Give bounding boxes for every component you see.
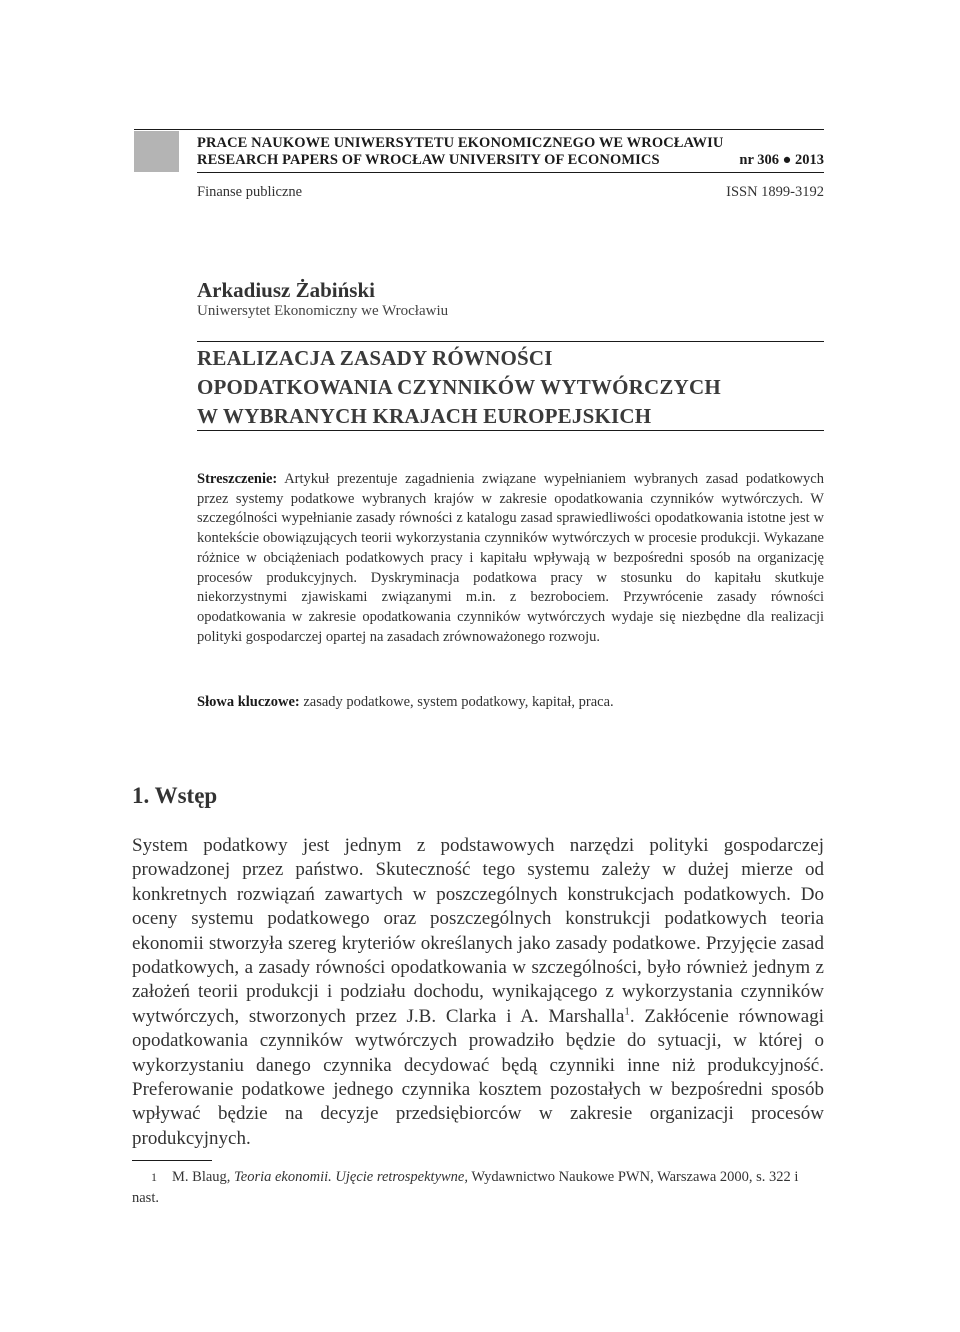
body-text-part: . Zakłócenie równowagi opodatkowania czynników wytwórczych prowadziło będzie do sytuacji, w której o wykorzystaniu danego czynnika decydować będą czynniki inne niż produkcyjność. Preferowanie podatkowe jednego czynnika kosztem pozostałych w bezpośredni sposób wpływać będzie na decyzje przedsiębiorców w zakresie organizacji procesów produkcyjnych. bbox=[132, 1005, 824, 1149]
title-line: OPODATKOWANIA CZYNNIKÓW WYTWÓRCZYCH bbox=[197, 375, 721, 399]
title-line: W WYBRANYCH KRAJACH EUROPEJSKICH bbox=[197, 404, 652, 428]
abstract-label: Streszczenie: bbox=[197, 471, 278, 487]
body-text-part: System podatkowy jest jednym z podstawowych narzędzi polityki gospodarczej prowadzonej przez państwo. Skuteczność tego systemu zależy w dużej mierze od konkretnych rozwiązań zawartych w poszczególnych konstrukcjach podatkowych. Do oceny systemu podatkowego oraz poszczególnych konstrukcji podatkowych teoria ekonomii stworzyła szereg kryteriów określanych jako zasady podatkowe. Przyjęcie zasad podatkowych, a zasady równości opodatkowania w szczególności, było również jednym z założeń teorii produkcji i podziału dochodu, wynikającego z wykorzystania czynników wytwórczych, stworzonych przez J.B. Clarka i A. Marshalla bbox=[132, 835, 824, 1027]
footnote-rest: Wydawnictwo Naukowe PWN, Warszawa 2000, s. 322 i nast. bbox=[132, 1169, 799, 1206]
abstract-text: Artykuł prezentuje zagadnienia związane wypełnianiem wybranych zasad podatkowych przez systemy podatkowe wybranych krajów w zakresie opodatkowania czynników wytwórczych. W szczególności wypełnianie zasady równości z katalogu zasad sprawiedliwości opodatkowania istotne jest w kontekście obowiązujących teorii wykorzystania czynników wytwórczych w procesie produkcji. Wykazane różnice w obciążeniach podatkowych pracy i kapitału wpływają w bezpośredni sposób na organizację procesów produkcyjnych. Dyskryminacja podatkowa pracy w stosunku do kapitału skutkuje niekorzystnymi zjawiskami związanymi m.in. z bezrobociem. Przywrócenie zasady równości opodatkowania w zakresie opodatkowania czynników wytwórczych wydaje się niezbędne dla realizacji polityki gospodarczej opartej na zasadach zrównoważonego rozwoju. bbox=[197, 471, 824, 645]
title-line: REALIZACJA ZASADY RÓWNOŚCI bbox=[197, 346, 553, 370]
keywords-label: Słowa kluczowe: bbox=[197, 694, 300, 710]
section-body bbox=[132, 834, 824, 1151]
author-name: Arkadiusz Żabiński bbox=[197, 278, 375, 302]
journal-name-en: RESEARCH PAPERS OF WROCŁAW UNIVERSITY OF ECONOMICS bbox=[197, 152, 660, 168]
footnote bbox=[132, 1167, 824, 1209]
journal-logo-box bbox=[134, 131, 179, 172]
title-bottom-rule bbox=[197, 430, 824, 431]
issue-number: nr 306 ● 2013 bbox=[739, 152, 824, 168]
keywords bbox=[197, 694, 824, 711]
series-name: Finanse publiczne bbox=[197, 184, 303, 200]
footnote-reference[interactable]: 1 bbox=[624, 1005, 630, 1018]
header-top-rule bbox=[134, 129, 824, 130]
author-affiliation: Uniwersytet Ekonomiczny we Wrocławiu bbox=[197, 303, 449, 319]
footnote-rule bbox=[132, 1160, 212, 1161]
section-heading: 1. Wstęp bbox=[132, 783, 218, 808]
keywords-text: zasady podatkowe, system podatkowy, kapitał, praca. bbox=[299, 694, 614, 710]
title-top-rule bbox=[197, 341, 824, 342]
issn: ISSN 1899-3192 bbox=[726, 184, 824, 200]
footnote-title: Teoria ekonomii. Ujęcie retrospektywne, bbox=[234, 1169, 468, 1185]
header-bottom-rule bbox=[197, 172, 824, 173]
footnote-author: M. Blaug, bbox=[172, 1169, 235, 1185]
paper-title bbox=[197, 344, 824, 431]
journal-name-pl: PRACE NAUKOWE UNIWERSYTETU EKONOMICZNEGO WE WROCŁAWIU bbox=[197, 135, 724, 151]
footnote-mark: 1 bbox=[151, 1170, 157, 1184]
abstract bbox=[197, 470, 824, 647]
